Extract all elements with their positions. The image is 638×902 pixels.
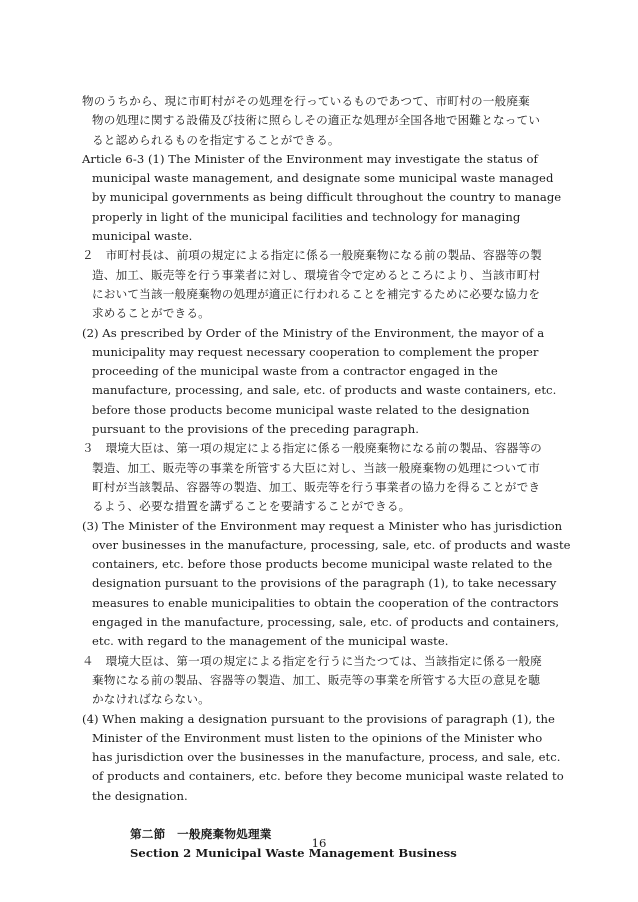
paragraph-line: designation pursuant to the provisions of the paragraph (1), to take necessary — [92, 576, 557, 591]
paragraph-line: るよう、必要な措置を講ずることを要請することができる。 — [92, 499, 411, 514]
document-body — [82, 92, 571, 864]
paragraph-continuation-ja — [82, 92, 564, 150]
paragraph-line: において当該一般廃棄物の処理が適正に行われることを補完するために必要な協力を — [92, 286, 541, 301]
paragraph-line: ４ 環境大臣は、第一項の規定による指定を行うに当たつては、当該指定に係る一般廃 — [82, 653, 542, 668]
paragraph-line: かなければならない。 — [92, 692, 210, 707]
page-number: 16 — [311, 836, 327, 850]
paragraph-art6-3-1-en — [82, 150, 564, 246]
paragraph-line: (4) When making a designation pursuant to the provisions of paragraph (1), the — [82, 711, 555, 726]
paragraph-line: of products and containers, etc. before they become municipal waste related to — [92, 769, 564, 784]
paragraph-line: over businesses in the manufacture, processing, sale, etc. of products and waste — [92, 537, 571, 552]
paragraph-line: (2) As prescribed by Order of the Ministry of the Environment, the mayor of a — [82, 325, 545, 340]
paragraph-art6-3-3-ja — [82, 439, 564, 516]
paragraph-line: properly in light of the municipal facilities and technology for managing — [92, 209, 521, 224]
paragraph-list — [82, 92, 571, 806]
paragraph-line: by municipal governments as being difficult throughout the country to manage — [92, 190, 562, 205]
paragraph-line: ると認められるものを指定することができる。 — [92, 132, 340, 147]
paragraph-line: 物の処理に関する設備及び技術に照らしその適正な処理が全国各地で困難となってい — [92, 113, 541, 128]
paragraph-line: Minister of the Environment must listen to the opinions of the Minister who — [92, 730, 543, 745]
paragraph-line: measures to enable municipalities to obtain the cooperation of the contractors — [92, 595, 559, 610]
paragraph-line: the designation. — [92, 788, 188, 803]
paragraph-line: 町村が当該製品、容器等の製造、加工、販売等を行う事業者の協力を得ることができ — [92, 479, 541, 494]
paragraph-art6-3-3-en — [82, 517, 571, 652]
paragraph-line: before those products become municipal waste related to the designation — [92, 402, 530, 417]
paragraph-line: Article 6-3 (1) The Minister of the Environment may investigate the status of — [82, 151, 538, 166]
paragraph-art6-3-4-ja — [82, 652, 564, 710]
paragraph-line: 求めることができる。 — [92, 306, 210, 321]
section-heading-en: Section 2 Municipal Waste Management Business — [130, 846, 457, 861]
paragraph-art6-3-2-en — [82, 324, 564, 440]
paragraph-art6-3-4-en — [82, 710, 564, 806]
paragraph-line: 製造、加工、販売等の事業を所管する大臣に対し、当該一般廃棄物の処理について市 — [92, 460, 540, 475]
paragraph-line: pursuant to the provisions of the preceding paragraph. — [92, 422, 419, 437]
paragraph-line: containers, etc. before those products become municipal waste related to the — [92, 557, 553, 572]
paragraph-line: 造、加工、販売等を行う事業者に対し、環境省令で定めるところにより、当該市町村 — [92, 267, 541, 282]
paragraph-art6-3-2-ja — [82, 246, 564, 323]
paragraph-line: 物のうちから、現に市町村がその処理を行っているものであつて、市町村の一般廃棄 — [82, 94, 530, 108]
paragraph-line: etc. with regard to the management of the municipal waste. — [92, 634, 449, 649]
paragraph-line: (3) The Minister of the Environment may request a Minister who has jurisdiction — [82, 518, 563, 533]
paragraph-line: proceeding of the municipal waste from a contractor engaged in the — [92, 364, 498, 379]
paragraph-line: engaged in the manufacture, processing, sale, etc. of products and containers, — [92, 615, 560, 630]
paragraph-line: ２ 市町村長は、前項の規定による指定に係る一般廃棄物になる前の製品、容器等の製 — [82, 248, 542, 263]
paragraph-line: municipal waste. — [92, 229, 193, 244]
paragraph-line: municipality may request necessary cooperation to complement the proper — [92, 344, 539, 359]
paragraph-line: municipal waste management, and designate some municipal waste managed — [92, 171, 554, 186]
paragraph-line: has jurisdiction over the businesses in the manufacture, process, and sale, etc. — [92, 750, 561, 765]
paragraph-line: 棄物になる前の製品、容器等の製造、加工、販売等の事業を所管する大臣の意見を聴 — [92, 672, 541, 687]
section-heading-ja: 第二節 一般廃棄物処理業 — [130, 826, 272, 841]
paragraph-line: ３ 環境大臣は、第一項の規定による指定に係る一般廃棄物になる前の製品、容器等の — [82, 441, 542, 456]
paragraph-line: manufacture, processing, and sale, etc. of products and waste containers, etc. — [92, 383, 557, 398]
